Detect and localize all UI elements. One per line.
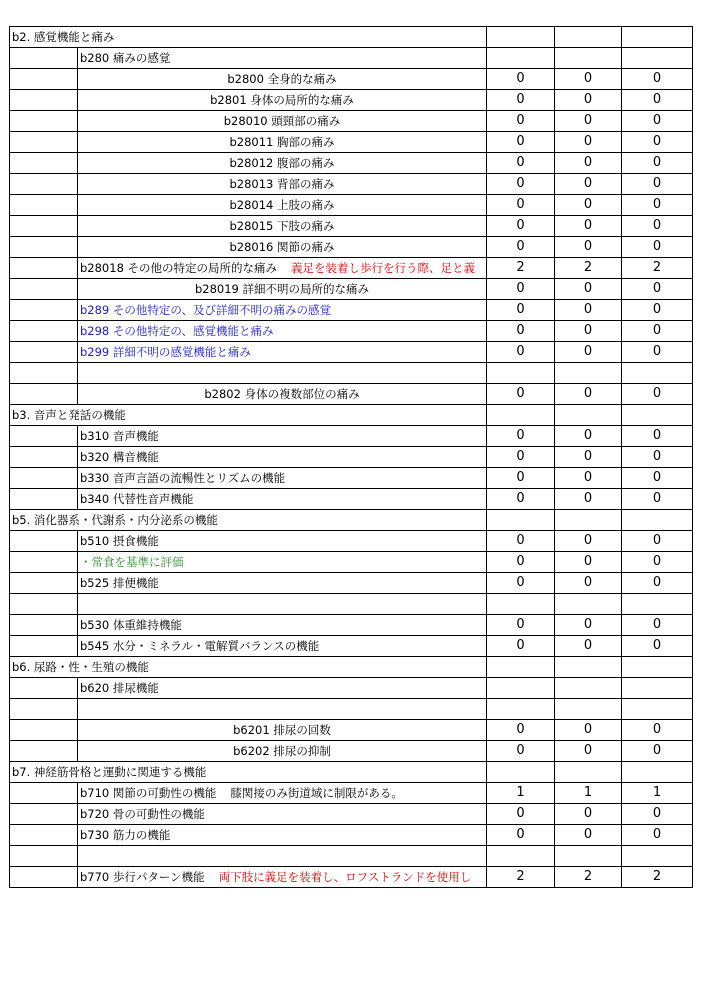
score-cell: 0 <box>622 216 693 237</box>
score-cell: 0 <box>622 153 693 174</box>
score-cell: 0 <box>622 447 693 468</box>
item-label: b28018 その他の特定の局所的な痛み <box>80 261 278 275</box>
score-cell: 1 <box>622 783 693 804</box>
empty-row <box>10 363 693 384</box>
score-cell: 0 <box>555 300 622 321</box>
score-cell: 0 <box>555 279 622 300</box>
item-label: b6202 排尿の抑制 <box>78 741 487 762</box>
item-row <box>10 132 693 153</box>
score-cell: 0 <box>487 741 555 762</box>
score-cell: 2 <box>622 867 693 888</box>
score-cell: 0 <box>555 321 622 342</box>
item-row <box>10 867 693 888</box>
score-cell: 1 <box>555 783 622 804</box>
score-cell: 0 <box>487 489 555 510</box>
item-label: b710 関節の可動性の機能 <box>80 786 217 800</box>
score-cell: 0 <box>487 636 555 657</box>
item-label: b28012 腹部の痛み <box>78 153 487 174</box>
score-cell: 0 <box>487 153 555 174</box>
score-cell: 0 <box>487 216 555 237</box>
section-title: b6. 尿路・性・生殖の機能 <box>10 657 487 678</box>
score-cell: 0 <box>555 90 622 111</box>
section-row <box>10 510 693 531</box>
group-title: b620 排尿機能 <box>78 678 487 699</box>
item-label: b28019 詳細不明の局所的な痛み <box>78 279 487 300</box>
item-row <box>10 720 693 741</box>
item-note: 義足を装着し歩行を行う際、足と義 <box>291 261 476 275</box>
item-label: b298 その他特定の、感覚機能と痛み <box>78 321 487 342</box>
score-cell: 2 <box>555 258 622 279</box>
score-cell: 0 <box>622 342 693 363</box>
score-cell: 0 <box>555 804 622 825</box>
item-row <box>10 111 693 132</box>
score-cell: 0 <box>487 174 555 195</box>
item-label: b310 音声機能 <box>78 426 487 447</box>
item-row <box>10 216 693 237</box>
item-row <box>10 258 693 279</box>
section-row <box>10 762 693 783</box>
group-title: b280 痛みの感覚 <box>78 48 487 69</box>
item-row <box>10 174 693 195</box>
item-row <box>10 489 693 510</box>
score-cell: 0 <box>622 174 693 195</box>
item-row <box>10 384 693 405</box>
item-row <box>10 468 693 489</box>
score-cell: 0 <box>487 720 555 741</box>
score-cell: 0 <box>555 111 622 132</box>
score-cell: 0 <box>555 69 622 90</box>
score-cell: 0 <box>487 825 555 846</box>
item-label-with-note <box>78 258 487 279</box>
score-cell: 0 <box>487 321 555 342</box>
item-label: b720 骨の可動性の機能 <box>78 804 487 825</box>
section-title: b2. 感覚機能と痛み <box>10 27 487 48</box>
score-cell: 0 <box>555 132 622 153</box>
score-cell: 0 <box>622 741 693 762</box>
score-cell: 0 <box>487 132 555 153</box>
item-row <box>10 531 693 552</box>
score-cell: 0 <box>555 720 622 741</box>
section-title: b5. 消化器系・代謝系・内分泌系の機能 <box>10 510 487 531</box>
score-cell: 0 <box>622 132 693 153</box>
item-label: b525 排便機能 <box>78 573 487 594</box>
score-cell: 0 <box>487 531 555 552</box>
score-cell: 0 <box>555 615 622 636</box>
score-cell: 0 <box>487 237 555 258</box>
item-label: b320 構音機能 <box>78 447 487 468</box>
score-cell: 0 <box>555 531 622 552</box>
score-cell: 0 <box>487 384 555 405</box>
score-cell: 2 <box>487 867 555 888</box>
score-cell: 0 <box>622 804 693 825</box>
section-row <box>10 657 693 678</box>
score-cell: 0 <box>487 552 555 573</box>
score-cell: 0 <box>622 552 693 573</box>
empty-row <box>10 594 693 615</box>
score-cell: 0 <box>622 615 693 636</box>
score-cell: 0 <box>555 237 622 258</box>
icf-evaluation-table <box>9 26 693 888</box>
item-row <box>10 153 693 174</box>
item-label: b28013 背部の痛み <box>78 174 487 195</box>
item-label: b545 水分・ミネラル・電解質バランスの機能 <box>78 636 487 657</box>
score-cell: 0 <box>555 552 622 573</box>
item-row <box>10 741 693 762</box>
score-cell: 0 <box>555 447 622 468</box>
score-cell: 2 <box>487 258 555 279</box>
item-label: b28015 下肢の痛み <box>78 216 487 237</box>
score-cell: 0 <box>487 300 555 321</box>
score-cell: 0 <box>487 573 555 594</box>
score-cell: 0 <box>555 825 622 846</box>
score-cell: 0 <box>622 489 693 510</box>
item-label: ・常食を基準に評価 <box>78 552 487 573</box>
score-cell: 0 <box>487 804 555 825</box>
score-cell: 0 <box>622 237 693 258</box>
score-cell: 0 <box>622 573 693 594</box>
score-cell: 0 <box>622 111 693 132</box>
score-cell: 0 <box>487 615 555 636</box>
item-label: b2800 全身的な痛み <box>78 69 487 90</box>
score-cell: 0 <box>555 426 622 447</box>
item-label: b28014 上肢の痛み <box>78 195 487 216</box>
score-cell: 0 <box>555 153 622 174</box>
score-cell: 0 <box>622 195 693 216</box>
score-cell: 0 <box>555 468 622 489</box>
score-cell: 0 <box>555 342 622 363</box>
item-label: b299 詳細不明の感覚機能と痛み <box>78 342 487 363</box>
empty-row <box>10 846 693 867</box>
item-label: b770 歩行パターン機能 <box>80 870 205 884</box>
score-cell: 0 <box>487 426 555 447</box>
item-label: b2802 身体の複数部位の痛み <box>78 384 487 405</box>
score-cell: 0 <box>487 279 555 300</box>
group-row <box>10 48 693 69</box>
item-label-with-note <box>78 867 487 888</box>
item-label: b330 音声言語の流暢性とリズムの機能 <box>78 468 487 489</box>
score-cell: 0 <box>487 447 555 468</box>
score-cell: 0 <box>622 720 693 741</box>
score-cell: 0 <box>555 741 622 762</box>
score-cell: 0 <box>555 489 622 510</box>
section-row <box>10 27 693 48</box>
score-cell: 0 <box>487 90 555 111</box>
item-row <box>10 321 693 342</box>
item-row <box>10 783 693 804</box>
score-cell: 0 <box>622 321 693 342</box>
group-row <box>10 678 693 699</box>
score-cell: 0 <box>555 216 622 237</box>
score-cell: 0 <box>555 636 622 657</box>
item-row <box>10 90 693 111</box>
score-cell: 0 <box>555 195 622 216</box>
score-cell: 1 <box>487 783 555 804</box>
item-row <box>10 426 693 447</box>
score-cell: 2 <box>622 258 693 279</box>
item-label: b510 摂食機能 <box>78 531 487 552</box>
item-row <box>10 552 693 573</box>
score-cell: 0 <box>622 90 693 111</box>
score-cell: 0 <box>487 195 555 216</box>
item-row <box>10 279 693 300</box>
item-row <box>10 615 693 636</box>
score-cell: 0 <box>622 825 693 846</box>
item-label: b6201 排尿の回数 <box>78 720 487 741</box>
item-label: b340 代替性音声機能 <box>78 489 487 510</box>
item-label-with-note <box>78 783 487 804</box>
score-cell: 0 <box>555 384 622 405</box>
score-cell: 0 <box>622 69 693 90</box>
item-label: b730 筋力の機能 <box>78 825 487 846</box>
item-row <box>10 237 693 258</box>
item-row <box>10 825 693 846</box>
score-cell: 2 <box>555 867 622 888</box>
item-row <box>10 804 693 825</box>
item-label: b28010 頭頸部の痛み <box>78 111 487 132</box>
score-cell: 0 <box>622 384 693 405</box>
item-label: b530 体重維持機能 <box>78 615 487 636</box>
score-cell: 0 <box>487 342 555 363</box>
score-cell: 0 <box>622 279 693 300</box>
item-label: b2801 身体の局所的な痛み <box>78 90 487 111</box>
score-cell: 0 <box>622 426 693 447</box>
item-row <box>10 195 693 216</box>
section-row <box>10 405 693 426</box>
section-title: b7. 神経筋骨格と運動に関連する機能 <box>10 762 487 783</box>
section-title: b3. 音声と発話の機能 <box>10 405 487 426</box>
score-cell: 0 <box>622 300 693 321</box>
item-label: b28016 関節の痛み <box>78 237 487 258</box>
item-row <box>10 447 693 468</box>
item-row <box>10 300 693 321</box>
score-cell: 0 <box>555 573 622 594</box>
item-label: b289 その他特定の、及び詳細不明の痛みの感覚 <box>78 300 487 321</box>
score-cell: 0 <box>555 174 622 195</box>
item-row <box>10 342 693 363</box>
item-note: 両下肢に義足を装着し、ロフストランドを使用し <box>218 870 472 884</box>
score-cell: 0 <box>622 531 693 552</box>
item-note: 膝関接のみ街道域に制限がある。 <box>230 786 403 800</box>
score-cell: 0 <box>487 468 555 489</box>
score-cell: 0 <box>622 468 693 489</box>
empty-row <box>10 699 693 720</box>
item-row <box>10 69 693 90</box>
score-cell: 0 <box>487 69 555 90</box>
item-row <box>10 636 693 657</box>
item-label: b28011 胸部の痛み <box>78 132 487 153</box>
score-cell: 0 <box>622 636 693 657</box>
item-row <box>10 573 693 594</box>
score-cell: 0 <box>487 111 555 132</box>
